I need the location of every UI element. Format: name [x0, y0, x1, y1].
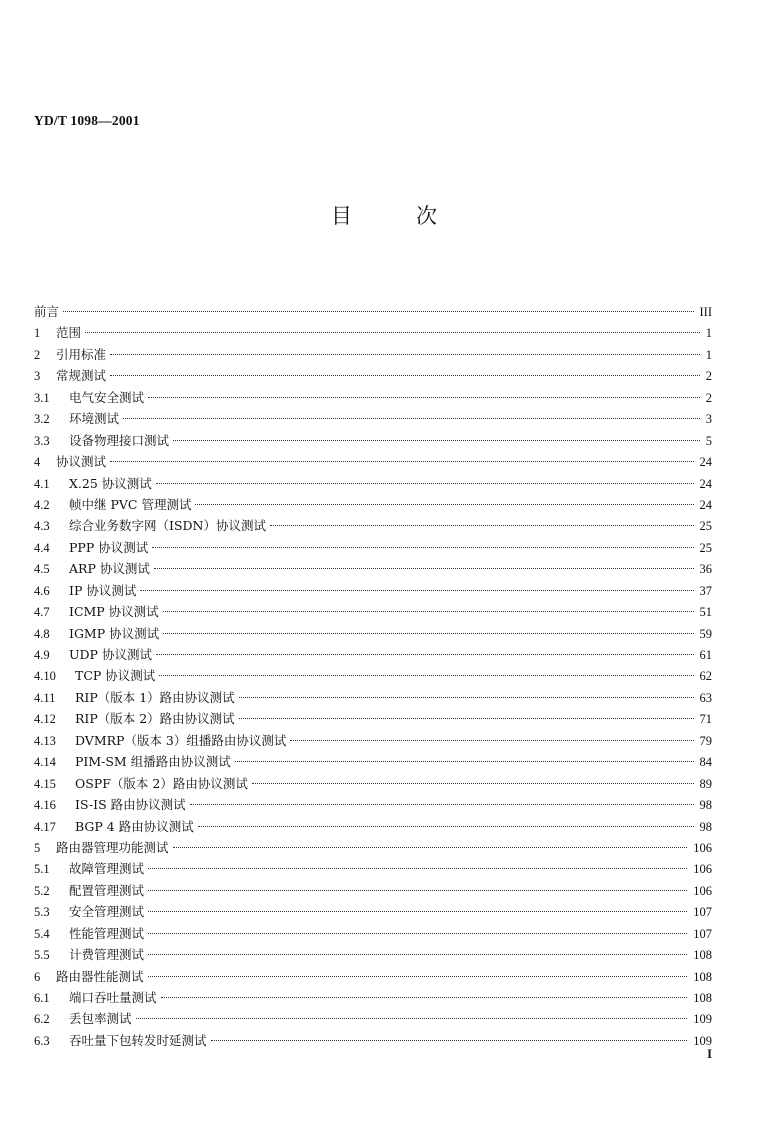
dot-leader — [110, 461, 693, 462]
toc-entry-title: OSPF（版本 2）路由协议测试 — [75, 775, 248, 791]
toc-entry-page: 24 — [699, 455, 712, 470]
dot-leader — [148, 868, 687, 869]
toc-entry-title: ICMP 协议测试 — [69, 604, 159, 620]
dot-leader — [211, 1040, 688, 1041]
toc-entry-number: 4.10 — [34, 669, 56, 684]
toc-entry[interactable] — [34, 537, 712, 558]
page-number: I — [707, 1047, 712, 1061]
toc-entry-number: 1 — [34, 326, 41, 341]
toc-entry-title: 常规测试 — [56, 368, 107, 384]
toc-entry-number: 5.4 — [34, 926, 50, 941]
toc-entry[interactable] — [34, 494, 712, 515]
toc-entry-page: 107 — [693, 905, 712, 920]
toc-entry-title: RIP（版本 2）路由协议测试 — [75, 711, 235, 727]
page-title: 目次 — [331, 204, 501, 228]
toc-entry-number: 2 — [34, 347, 41, 362]
toc-entry[interactable] — [34, 858, 712, 879]
dot-leader — [239, 697, 694, 698]
toc-entry-title: 性能管理测试 — [69, 925, 145, 941]
toc-entry[interactable] — [34, 901, 712, 922]
toc-entry-page: 62 — [699, 669, 712, 684]
toc-entry-number: 6 — [34, 969, 41, 984]
standard-code: YD/T 1098—2001 — [34, 113, 140, 128]
toc-entry[interactable] — [34, 880, 712, 901]
toc-entry-number: 4 — [34, 455, 41, 470]
toc-entry-page: 106 — [693, 883, 712, 898]
toc-entry[interactable] — [34, 558, 712, 579]
toc-entry[interactable] — [34, 1030, 712, 1051]
toc-entry-title: 端口吞吐量测试 — [69, 990, 157, 1005]
toc-entry-title: IS-IS 路由协议测试 — [75, 797, 186, 813]
toc-entry-title: IP 协议测试 — [69, 582, 137, 598]
toc-entry-page: 108 — [693, 991, 712, 1005]
toc-entry-page: 2 — [705, 390, 712, 405]
dot-leader — [85, 332, 700, 333]
dot-leader — [152, 547, 693, 548]
toc-entry-title: 帧中继 PVC 管理测试 — [69, 496, 192, 512]
toc-entry-title: PIM-SM 组播路由协议测试 — [75, 754, 231, 770]
toc-entry-number: 4.11 — [34, 690, 56, 705]
toc-entry[interactable] — [34, 944, 712, 965]
toc-entry-number: 4.12 — [34, 712, 56, 727]
toc-entry-number: 4.7 — [34, 605, 50, 620]
toc-entry[interactable] — [34, 816, 712, 837]
toc-entry-page: 71 — [699, 712, 712, 727]
dot-leader — [163, 611, 694, 612]
toc-entry[interactable] — [34, 408, 712, 429]
toc-entry-page: 25 — [699, 540, 712, 555]
toc-entry-page: 98 — [699, 798, 712, 813]
toc-entry-page: 106 — [693, 862, 712, 877]
toc-entry-page: 2 — [705, 369, 712, 384]
dot-leader — [161, 997, 688, 998]
toc-entry-number: 4.15 — [34, 776, 56, 791]
dot-leader — [148, 890, 687, 891]
toc-entry-title: 设备物理接口测试 — [69, 432, 170, 448]
toc-entry-page: 84 — [699, 755, 712, 770]
toc-entry-title: 配置管理测试 — [69, 882, 145, 898]
toc-entry-number: 4.4 — [34, 540, 50, 555]
dot-leader — [156, 654, 694, 655]
toc-entry-page: 24 — [699, 497, 712, 512]
toc-entry-title: IGMP 协议测试 — [69, 625, 160, 641]
toc-entry[interactable] — [34, 665, 712, 686]
toc-entry[interactable] — [34, 301, 712, 322]
toc-entry-number: 6.3 — [34, 1033, 50, 1048]
toc-entry-number: 4.2 — [34, 497, 50, 512]
toc-entry[interactable] — [34, 794, 712, 815]
dot-leader — [190, 804, 694, 805]
toc-entry-title: UDP 协议测试 — [69, 647, 152, 662]
toc-entry[interactable] — [34, 644, 712, 665]
toc-entry[interactable] — [34, 837, 712, 858]
toc-entry-page: 107 — [693, 926, 712, 941]
toc-entry-number: 4.13 — [34, 733, 56, 748]
toc-entry-page: 63 — [699, 690, 712, 705]
toc-entry-number: 3.3 — [34, 433, 50, 448]
dot-leader — [156, 483, 694, 484]
dot-leader — [235, 761, 694, 762]
toc-entry-title: PPP 协议测试 — [69, 539, 149, 555]
dot-leader — [270, 525, 694, 526]
toc-entry-page: 108 — [693, 948, 712, 963]
dot-leader — [148, 911, 687, 912]
toc-entry-page: 24 — [699, 476, 712, 491]
toc-entry[interactable] — [34, 923, 712, 944]
dot-leader — [154, 568, 694, 569]
toc-entry-page: 59 — [699, 626, 712, 641]
toc-entry-number: 4.8 — [34, 626, 50, 641]
toc-entry-title: 范围 — [56, 325, 82, 341]
toc-entry-title: 丢包率测试 — [69, 1011, 132, 1027]
toc-entry-page: 1 — [705, 347, 712, 362]
toc-entry[interactable] — [34, 365, 712, 386]
toc-entry-number: 4.6 — [34, 583, 50, 598]
toc-entry-title: 故障管理测试 — [69, 861, 145, 877]
toc-entry-page: 106 — [693, 840, 712, 855]
dot-leader — [290, 740, 693, 741]
toc-entry-title: DVMRP（版本 3）组播路由协议测试 — [75, 732, 287, 748]
toc-entry-number: 6.1 — [34, 991, 50, 1005]
toc-entry-page: 37 — [699, 583, 712, 598]
toc-entry[interactable] — [34, 451, 712, 472]
toc-entry-number: 3 — [34, 369, 41, 384]
dot-leader — [198, 826, 694, 827]
dot-leader — [173, 440, 700, 441]
toc-entry-number: 4.17 — [34, 819, 56, 834]
dot-leader — [110, 375, 700, 376]
dot-leader — [123, 418, 700, 419]
toc-entry[interactable] — [34, 344, 712, 365]
dot-leader — [239, 718, 694, 719]
dot-leader — [63, 311, 693, 312]
toc-entry-number: 5.3 — [34, 905, 50, 920]
toc-entry-page: 25 — [699, 519, 712, 534]
toc-entry-title: 电气安全测试 — [69, 389, 145, 405]
toc-entry-number: 5.1 — [34, 862, 50, 877]
toc-entry-title: 路由器性能测试 — [56, 968, 144, 984]
toc-entry-page: 108 — [693, 969, 712, 984]
toc-entry-number: 3.2 — [34, 412, 50, 427]
toc-entry[interactable] — [34, 1008, 712, 1029]
dot-leader — [195, 504, 693, 505]
toc-entry-number: 4.14 — [34, 755, 56, 770]
toc-entry-number: 4.3 — [34, 519, 50, 534]
toc-entry[interactable] — [34, 687, 712, 708]
dot-leader — [173, 847, 688, 848]
toc-entry[interactable] — [34, 623, 712, 644]
toc-entry-title: 综合业务数字网（ISDN）协议测试 — [69, 518, 266, 534]
dot-leader — [140, 590, 693, 591]
dot-leader — [148, 976, 688, 977]
dot-leader — [148, 933, 687, 934]
toc-entry-title: 计费管理测试 — [69, 947, 145, 963]
table-of-contents — [34, 301, 712, 1051]
toc-entry[interactable] — [34, 430, 712, 451]
toc-entry-title: BGP 4 路由协议测试 — [75, 818, 194, 834]
toc-entry[interactable] — [34, 473, 712, 494]
toc-entry-page: 3 — [705, 412, 712, 427]
toc-entry[interactable] — [34, 322, 712, 343]
toc-entry-title: TCP 协议测试 — [75, 668, 156, 684]
toc-entry-number: 5.2 — [34, 883, 50, 898]
toc-entry-number: 5 — [34, 840, 41, 855]
toc-entry-number: 3.1 — [34, 390, 50, 405]
toc-entry-number: 4.5 — [34, 562, 50, 577]
toc-entry-page: 61 — [699, 648, 712, 662]
toc-entry-title: 安全管理测试 — [69, 904, 145, 920]
toc-entry[interactable] — [34, 751, 712, 772]
toc-entry[interactable] — [34, 387, 712, 408]
toc-entry-title: 协议测试 — [56, 454, 107, 470]
toc-entry-page: 1 — [705, 326, 712, 341]
toc-entry-number: 4.1 — [34, 476, 50, 491]
toc-entry-title: ARP 协议测试 — [69, 561, 150, 577]
toc-entry-number: 4.16 — [34, 798, 56, 813]
toc-entry[interactable] — [34, 580, 712, 601]
toc-entry-title: 前言 — [34, 304, 60, 319]
toc-entry-page: 109 — [693, 1012, 712, 1027]
toc-entry-title: RIP（版本 1）路由协议测试 — [75, 689, 235, 705]
toc-entry-page: 109 — [693, 1033, 712, 1048]
toc-entry-title: 路由器管理功能测试 — [56, 839, 169, 855]
toc-entry-page: 36 — [699, 562, 712, 577]
toc-entry-page: 98 — [699, 819, 712, 834]
toc-entry-number: 6.2 — [34, 1012, 50, 1027]
toc-entry[interactable] — [34, 601, 712, 622]
toc-entry-page: III — [699, 305, 712, 319]
toc-entry-title: 环境测试 — [69, 411, 120, 427]
dot-leader — [136, 1018, 688, 1019]
toc-entry-title: 吞吐量下包转发时延测试 — [69, 1032, 207, 1048]
toc-entry[interactable] — [34, 515, 712, 536]
toc-entry-page: 51 — [699, 605, 712, 620]
toc-entry[interactable] — [34, 708, 712, 729]
toc-entry[interactable] — [34, 987, 712, 1008]
toc-entry-number: 4.9 — [34, 648, 50, 662]
dot-leader — [252, 783, 694, 784]
toc-entry-page: 5 — [705, 433, 712, 448]
dot-leader — [148, 397, 700, 398]
toc-entry[interactable] — [34, 966, 712, 987]
toc-entry[interactable] — [34, 773, 712, 794]
toc-entry[interactable] — [34, 730, 712, 751]
toc-entry-title: 引用标准 — [56, 346, 107, 362]
dot-leader — [163, 633, 693, 634]
toc-entry-page: 89 — [699, 776, 712, 791]
toc-entry-page: 79 — [699, 733, 712, 748]
toc-entry-title: X.25 协议测试 — [69, 475, 152, 491]
dot-leader — [159, 675, 693, 676]
toc-entry-number: 5.5 — [34, 948, 50, 963]
dot-leader — [148, 954, 687, 955]
dot-leader — [110, 354, 700, 355]
